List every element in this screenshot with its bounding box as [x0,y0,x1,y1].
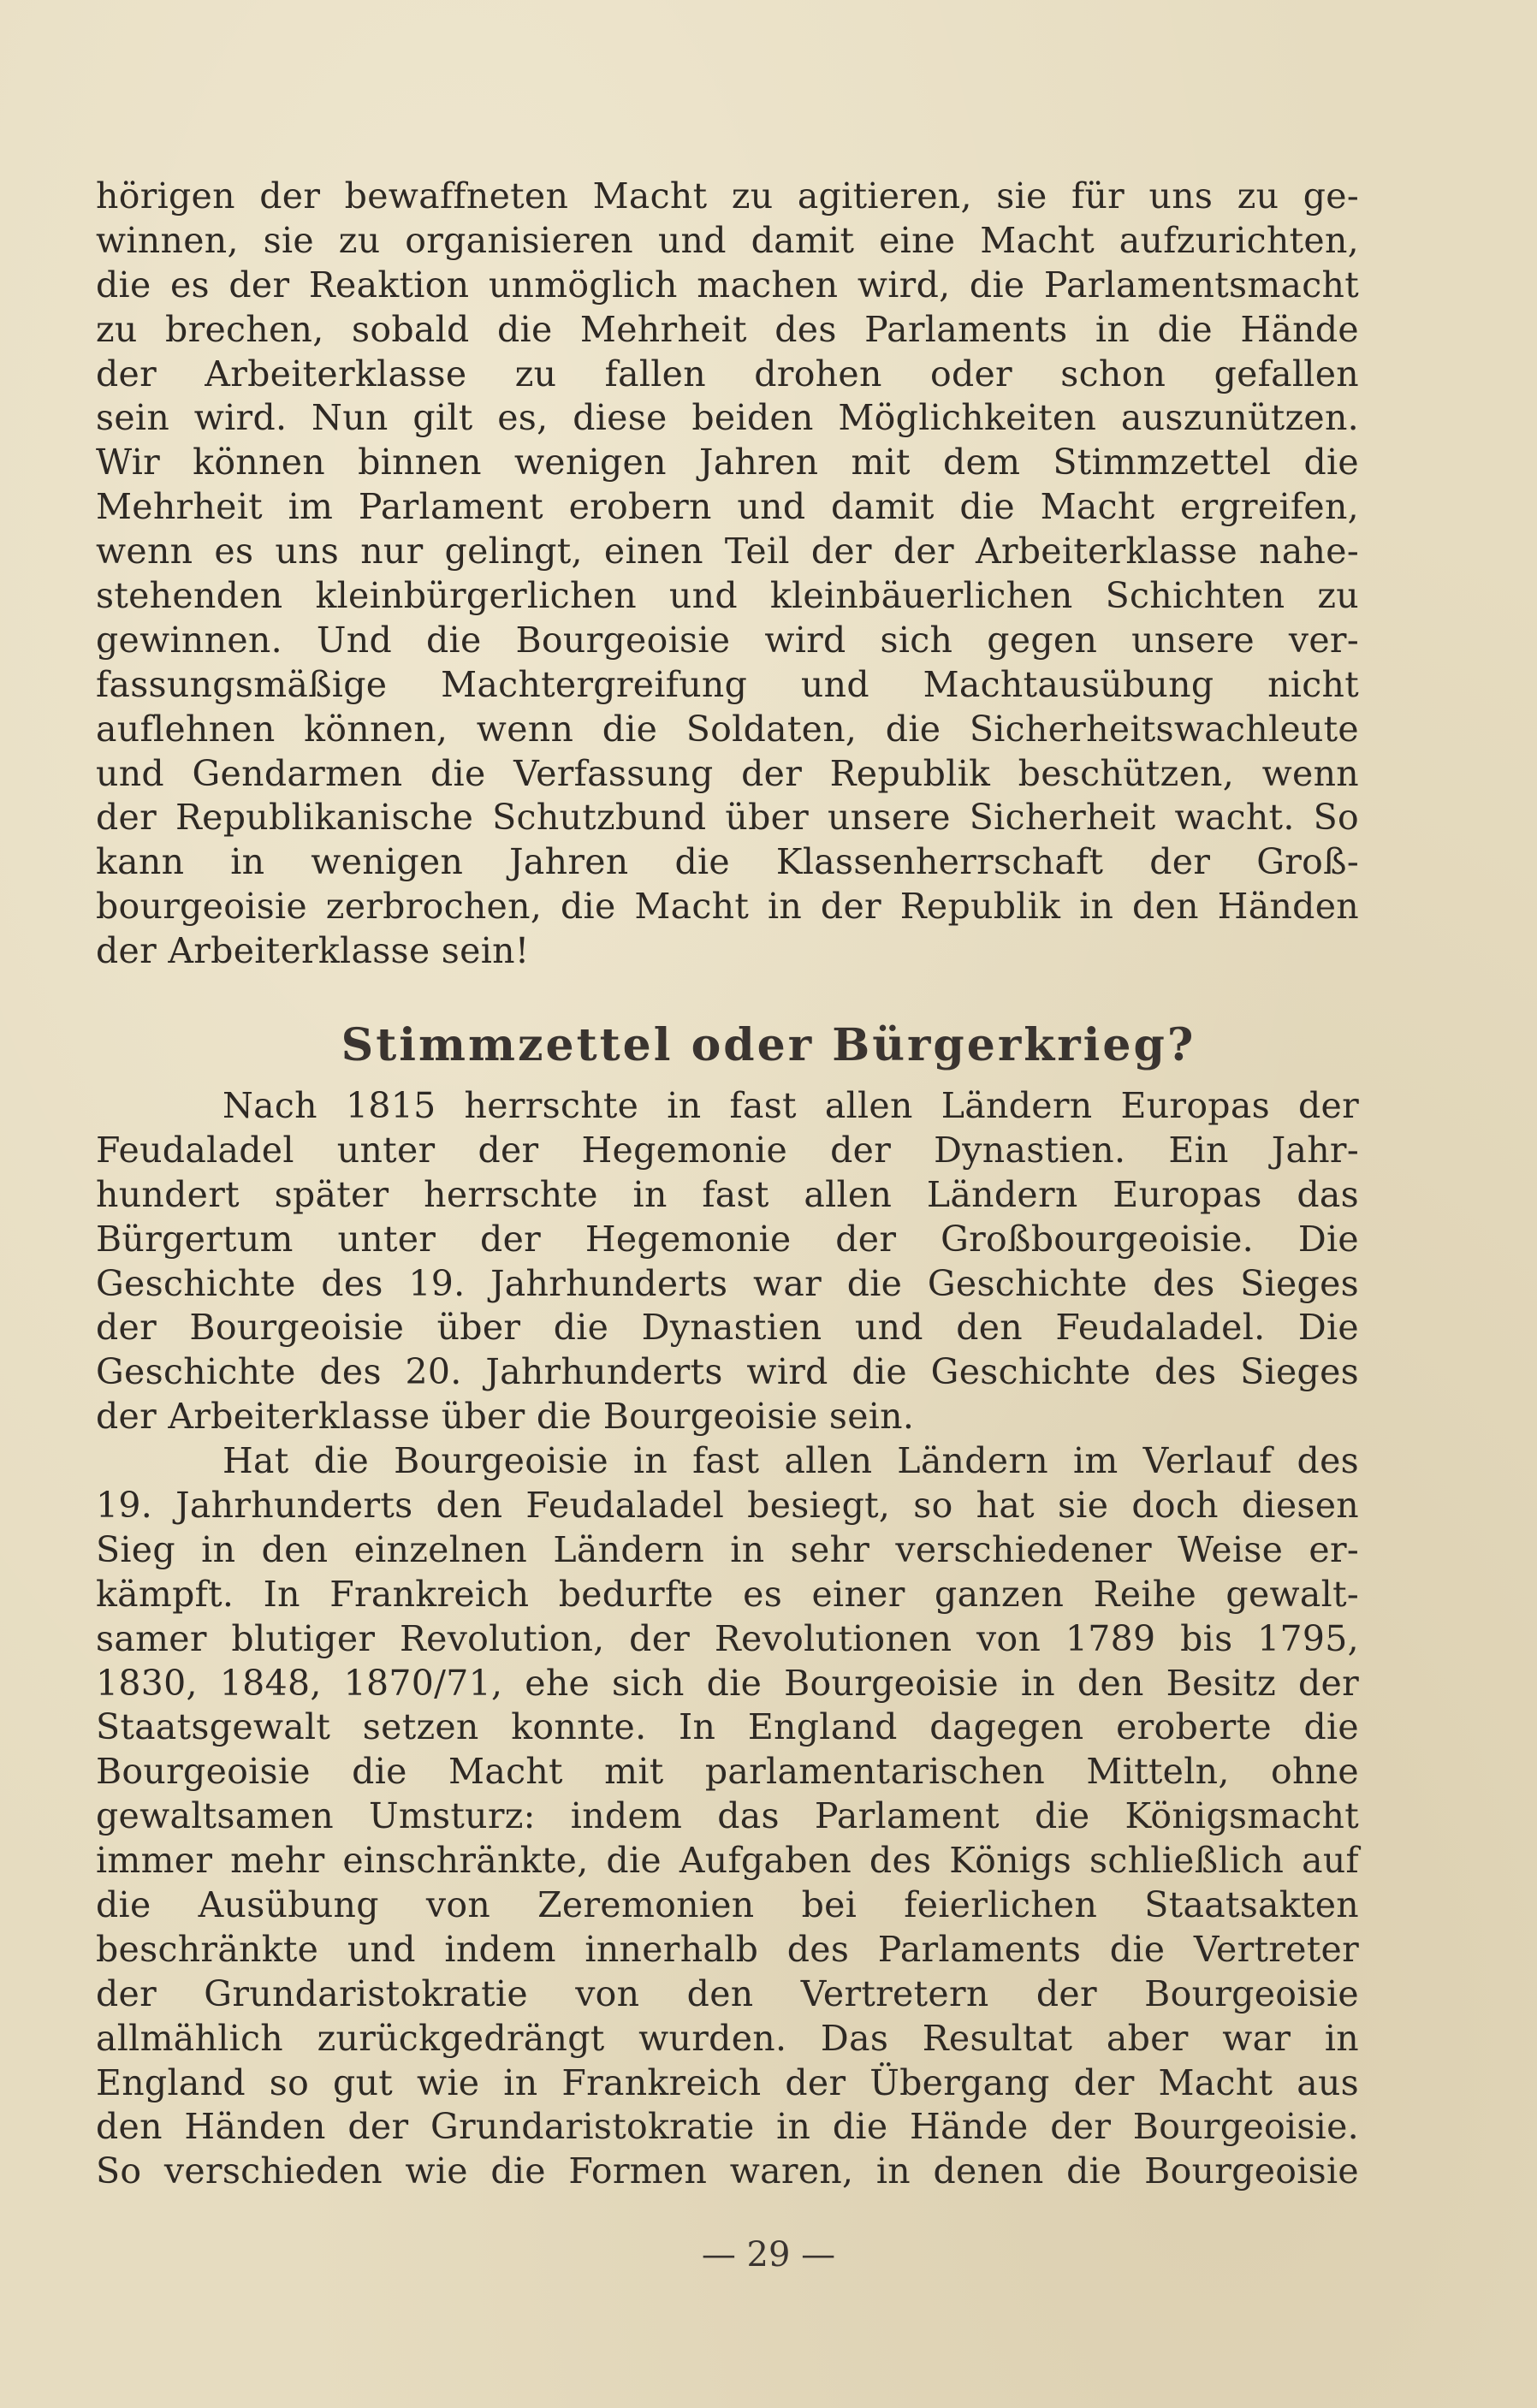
text-line: Staatsgewalt setzen konnte. In England dagegen eroberte die [96,1706,1359,1748]
text-line: kann in wenigen Jahren die Klassenherrschaft der Groß- [96,841,1359,883]
text-line: der Arbeiterklasse sein! [96,930,530,972]
text-line: Bürgertum unter der Hegemonie der Großbourgeoisie. Die [96,1218,1359,1260]
text-line: winnen, sie zu organisieren und damit eine Macht aufzurichten, [96,219,1359,261]
text-line: der Republikanische Schutzbund über unsere Sicherheit wacht. So [96,797,1359,839]
text-line: allmählich zurückgedrängt wurden. Das Resultat aber war in [96,2017,1359,2059]
text-line: Hat die Bourgeoisie in fast allen Ländern im Verlauf des [223,1440,1359,1482]
text-line: bourgeoisie zerbrochen, die Macht in der Republik in den Händen [96,886,1359,928]
paragraph-2 [96,1084,1359,2194]
text-line: Geschichte des 20. Jahrhunderts wird die Geschichte des Sieges [96,1351,1359,1393]
text-line: wenn es uns nur gelingt, einen Teil der der Arbeiterklasse nahe- [96,531,1359,572]
text-line: immer mehr einschränkte, die Aufgaben des Königs schließlich auf [96,1840,1359,1882]
text-line: hörigen der bewaffneten Macht zu agitieren, sie für uns zu ge- [96,175,1359,216]
text-line: hundert später herrschte in fast allen Ländern Europas das [96,1173,1359,1215]
text-line: und Gendarmen die Verfassung der Republik beschützen, wenn [96,752,1359,794]
text-line: England so gut wie in Frankreich der Übergang der Macht aus [96,2061,1359,2103]
text-line: zu brechen, sobald die Mehrheit des Parlaments in die Hände [96,308,1359,350]
text-line: Mehrheit im Parlament erobern und damit die Macht ergreifen, [96,486,1359,528]
text-line: So verschieden wie die Formen waren, in denen die Bourgeoisie [96,2150,1359,2192]
paragraph-1 [96,175,1359,974]
section-heading: Stimmzettel oder Bürgerkrieg? [341,1019,1196,1071]
text-line: sein wird. Nun gilt es, diese beiden Möglichkeiten auszunützen. [96,397,1359,439]
text-line: gewinnen. Und die Bourgeoisie wird sich gegen unsere ver- [96,619,1359,661]
text-line: fassungsmäßige Machtergreifung und Machtausübung nicht [96,663,1359,705]
text-line: samer blutiger Revolution, der Revolutionen von 1789 bis 1795, [96,1617,1359,1659]
text-line: stehenden kleinbürgerlichen und kleinbäuerlichen Schichten zu [96,575,1359,617]
text-line: kämpft. In Frankreich bedurfte es einer ganzen Reihe gewalt- [96,1573,1359,1615]
text-line: den Händen der Grundaristokratie in die Hände der Bourgeoisie. [96,2106,1359,2148]
text-line: der Arbeiterklasse zu fallen drohen oder schon gefallen [96,353,1359,394]
text-line: der Arbeiterklasse über die Bourgeoisie sein. [96,1396,915,1438]
text-line: beschränkte und indem innerhalb des Parlaments die Vertreter [96,1928,1359,1970]
text-line: 19. Jahrhunderts den Feudaladel besiegt, so hat sie doch diesen [96,1485,1359,1527]
page-number: — 29 — [701,2235,836,2275]
text-line: 1830, 1848, 1870/71, ehe sich die Bourgeoisie in den Besitz der [96,1662,1359,1704]
text-line: auflehnen können, wenn die Soldaten, die Sicherheitswachleute [96,708,1359,750]
text-line: der Bourgeoisie über die Dynastien und den Feudaladel. Die [96,1307,1359,1349]
text-line: gewaltsamen Umsturz: indem das Parlament die Königsmacht [96,1795,1359,1837]
text-line: Geschichte des 19. Jahrhunderts war die Geschichte des Sieges [96,1262,1359,1304]
text-line: Nach 1815 herrschte in fast allen Ländern Europas der [223,1085,1359,1126]
text-line: die es der Reaktion unmöglich machen wird, die Parlamentsmacht [96,264,1359,305]
text-line: Feudaladel unter der Hegemonie der Dynastien. Ein Jahr- [96,1129,1359,1171]
text-line: der Grundaristokratie von den Vertretern der Bourgeoisie [96,1972,1359,2014]
text-line: die Ausübung von Zeremonien bei feierlichen Staatsakten [96,1884,1359,1926]
text-line: Sieg in den einzelnen Ländern in sehr verschiedener Weise er- [96,1528,1359,1570]
text-line: Wir können binnen wenigen Jahren mit dem Stimmzettel die [96,442,1359,483]
text-line: Bourgeoisie die Macht mit parlamentarischen Mitteln, ohne [96,1751,1359,1793]
